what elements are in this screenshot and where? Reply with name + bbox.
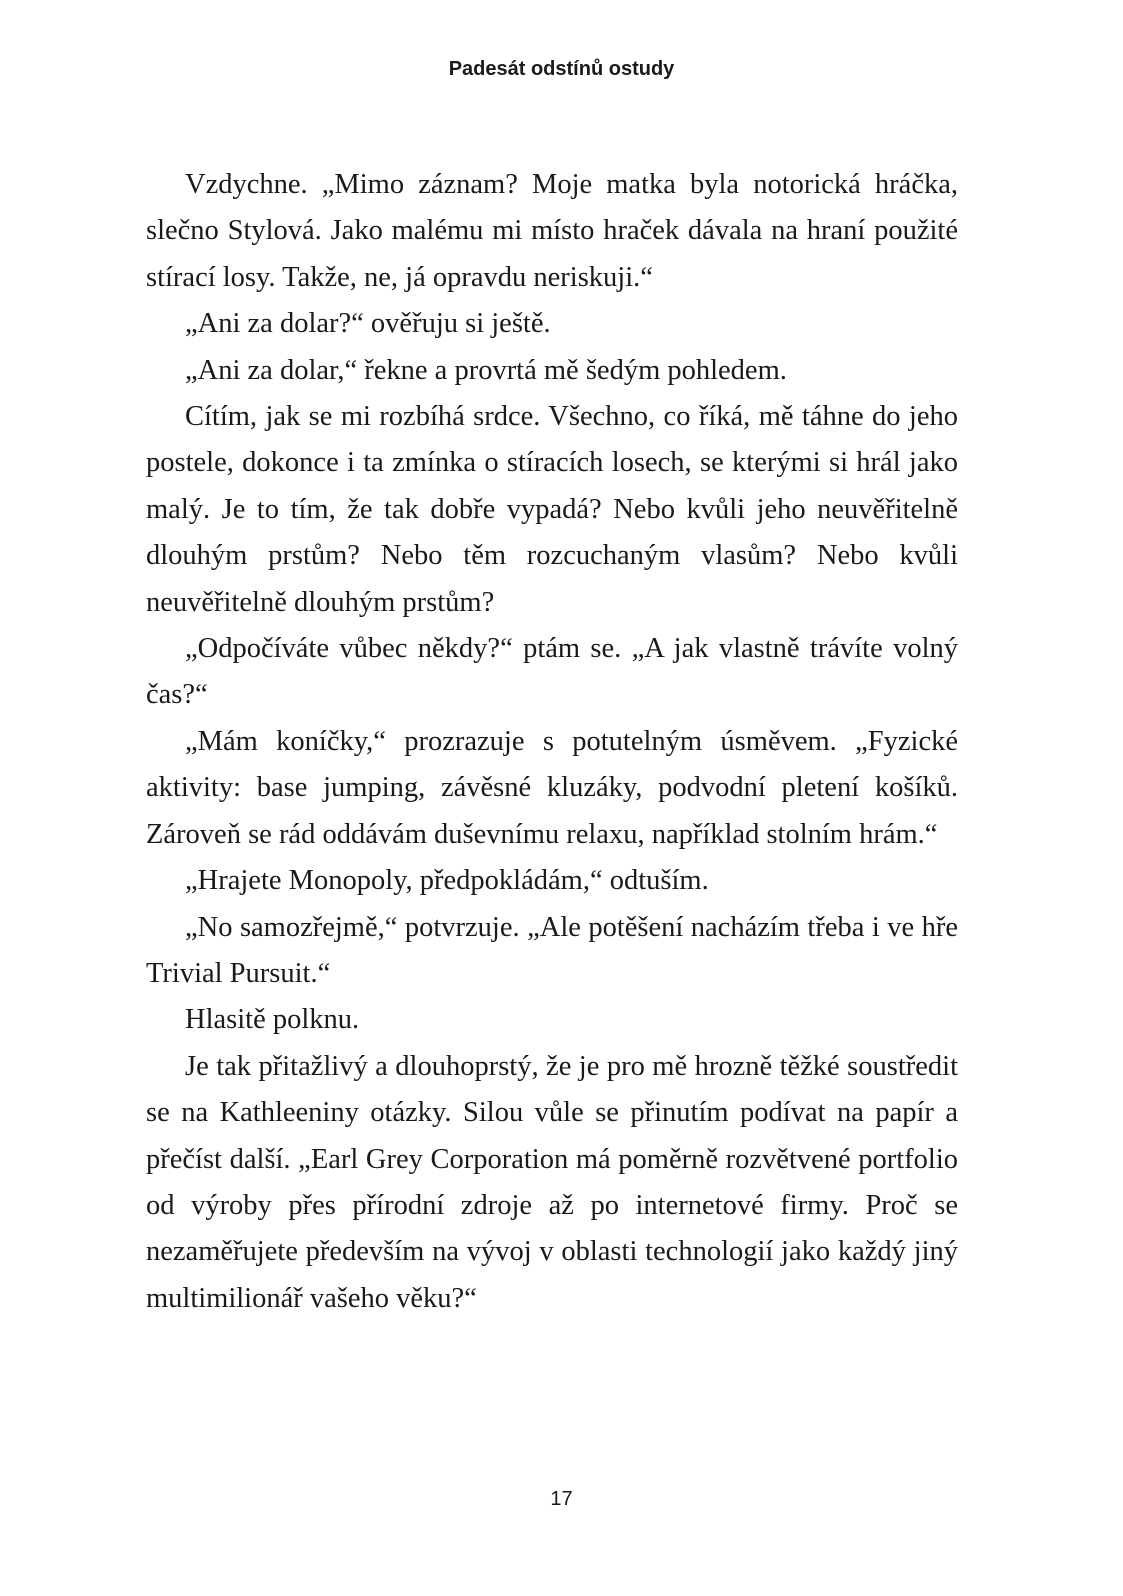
page-number: 17 — [550, 1488, 573, 1510]
paragraph-6: „Mám koníčky,“ prozrazuje s potutelným úsměvem. „Fyzické aktivity: base jumping, závěsné kluzáky, podvodní pletení košíků. Zároveň se rád oddávám duševnímu relaxu, například stolním hrám.“ — [146, 725, 958, 850]
paragraph-7: „Hrajete Monopoly, předpokládám,“ odtuším. — [185, 865, 709, 897]
paragraph-10: Je tak přitažlivý a dlouhoprstý, že je pro mě hrozně těžké soustředit se na Kathleeniny otázky. Silou vůle se přinutím podívat na papír a přečíst další. „Earl Grey Corporation má poměrně rozvětvené portfolio od výroby přes přírodní zdroje až po internetové firmy. Proč se nezaměřujete především na vývoj v oblasti technologií jako každý jiný multimilionář vašeho věku?“ — [146, 1050, 958, 1314]
paragraph-5: „Odpočíváte vůbec někdy?“ ptám se. „A jak vlastně trávíte volný čas?“ — [146, 633, 958, 711]
paragraph-8: „No samozřejmě,“ potvrzuje. „Ale potěšení nacházím třeba i ve hře Trivial Pursuit.“ — [146, 911, 958, 989]
paragraph-1: Vzdychne. „Mimo záznam? Moje matka byla notorická hráčka, slečno Stylová. Jako malému mi místo hraček dávala na hraní použité stírací losy. Takže, ne, já opravdu neriskuji.“ — [146, 169, 958, 293]
paragraph-2: „Ani za dolar?“ ověřuju si ještě. — [185, 308, 551, 340]
paragraph-9: Hlasitě polknu. — [185, 1004, 360, 1036]
paragraph-4: Cítím, jak se mi rozbíhá srdce. Všechno, co říká, mě táhne do jeho postele, dokonce i ta zmínka o stíracích losech, se kterými si hrál jako malý. Je to tím, že tak dobře vypadá? Nebo kvůli jeho neuvěřitelně dlouhým prstům? Nebo těm rozcuchaným vlasům? Nebo kvůli neuvěřitelně dlouhým prstům? — [146, 401, 958, 618]
paragraph-3: „Ani za dolar,“ řekne a provrtá mě šedým pohledem. — [185, 354, 787, 386]
body-text — [146, 162, 958, 1322]
running-head-title: Padesát odstínů ostudy — [448, 58, 675, 80]
